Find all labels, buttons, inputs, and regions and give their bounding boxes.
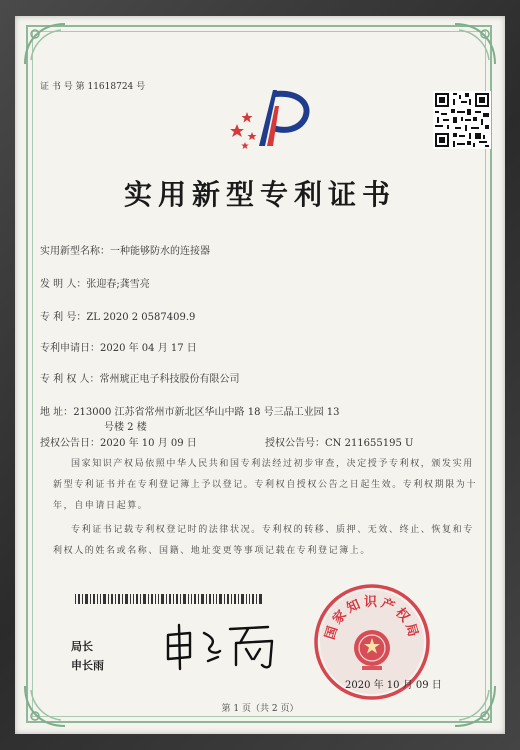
field-label: 发 明 人： <box>40 279 87 290</box>
paragraph-line: 年，自申请日起算。 <box>53 501 149 511</box>
certificate-title: 实用新型专利证书 <box>123 178 396 211</box>
corner-ornament-top-left <box>21 20 69 68</box>
certificate-number-label: 证 书 号 第 <box>40 82 85 92</box>
paragraph-line: 新型专利证书并在专利登记簿上予以登记。专利权自授权公告之日起生效。专利权期限为十 <box>53 480 478 490</box>
paragraph-grant-notice <box>53 454 489 517</box>
field-value: CN 211655195 U <box>325 438 414 449</box>
field-patentee <box>40 370 240 385</box>
paragraph-legal-status <box>53 520 489 562</box>
corner-ornament-top-right <box>451 20 499 68</box>
field-label: 专利申请日： <box>40 343 100 354</box>
certificate-number-value: 11618724 号 <box>87 82 146 92</box>
field-label: 实用新型名称： <box>40 246 110 257</box>
paragraph-line: 专利证书记载专利权登记时的法律状况。专利权的转移、质押、无效、终止、恢复和专 <box>71 525 474 535</box>
paragraph-line: 利权人的姓名或名称、国籍、地址变更等事项记载在专利登记簿上。 <box>53 546 372 556</box>
field-value: 2020 年 04 月 17 日 <box>100 343 197 354</box>
director-signature-icon <box>160 621 290 671</box>
paragraph-line: 国家知识产权局依照中华人民共和国专利法经过初步审查，决定授予专利权，颁发实用 <box>71 459 474 469</box>
certificate-number <box>40 79 145 92</box>
field-label: 专 利 号： <box>40 312 87 323</box>
page-number: 第 1 页（共 2 页） <box>221 704 299 714</box>
cnipa-logo-icon <box>225 86 317 156</box>
barcode-icon <box>75 594 263 604</box>
field-utility-model-name <box>40 242 210 257</box>
field-inventors <box>40 275 150 290</box>
field-label: 授权公告日： <box>40 438 100 449</box>
field-value: 常州琥正电子科技股份有限公司 <box>99 374 240 385</box>
field-label: 地 址： <box>40 407 74 418</box>
seal-date: 2020 年 10 月 09 日 <box>345 680 442 691</box>
director-name: 申长雨 <box>71 659 104 672</box>
field-address <box>40 403 340 418</box>
field-label: 授权公告号： <box>265 438 325 449</box>
field-value: 2020 年 10 月 09 日 <box>100 438 197 449</box>
seal-text: 国家知识产权局 <box>322 595 422 642</box>
field-value: 一种能够防水的连接器 <box>110 246 210 257</box>
address-line-2: 号楼 2 楼 <box>104 422 147 433</box>
address-line-1: 213000 江苏省常州市新北区华山中路 18 号三晶工业园 13 <box>73 407 340 418</box>
field-application-date <box>40 339 197 354</box>
certificate-paper <box>15 16 505 734</box>
field-announcement-number <box>265 434 413 449</box>
field-announcement-date <box>40 434 197 449</box>
field-value: ZL 2020 2 0587409.9 <box>86 312 196 323</box>
field-value: 张迎春;龚雪亮 <box>86 279 150 290</box>
field-patent-number <box>40 308 195 323</box>
field-label: 专 利 权 人： <box>40 374 100 385</box>
director-title: 局长 <box>71 640 93 653</box>
qr-code-icon <box>433 91 491 149</box>
